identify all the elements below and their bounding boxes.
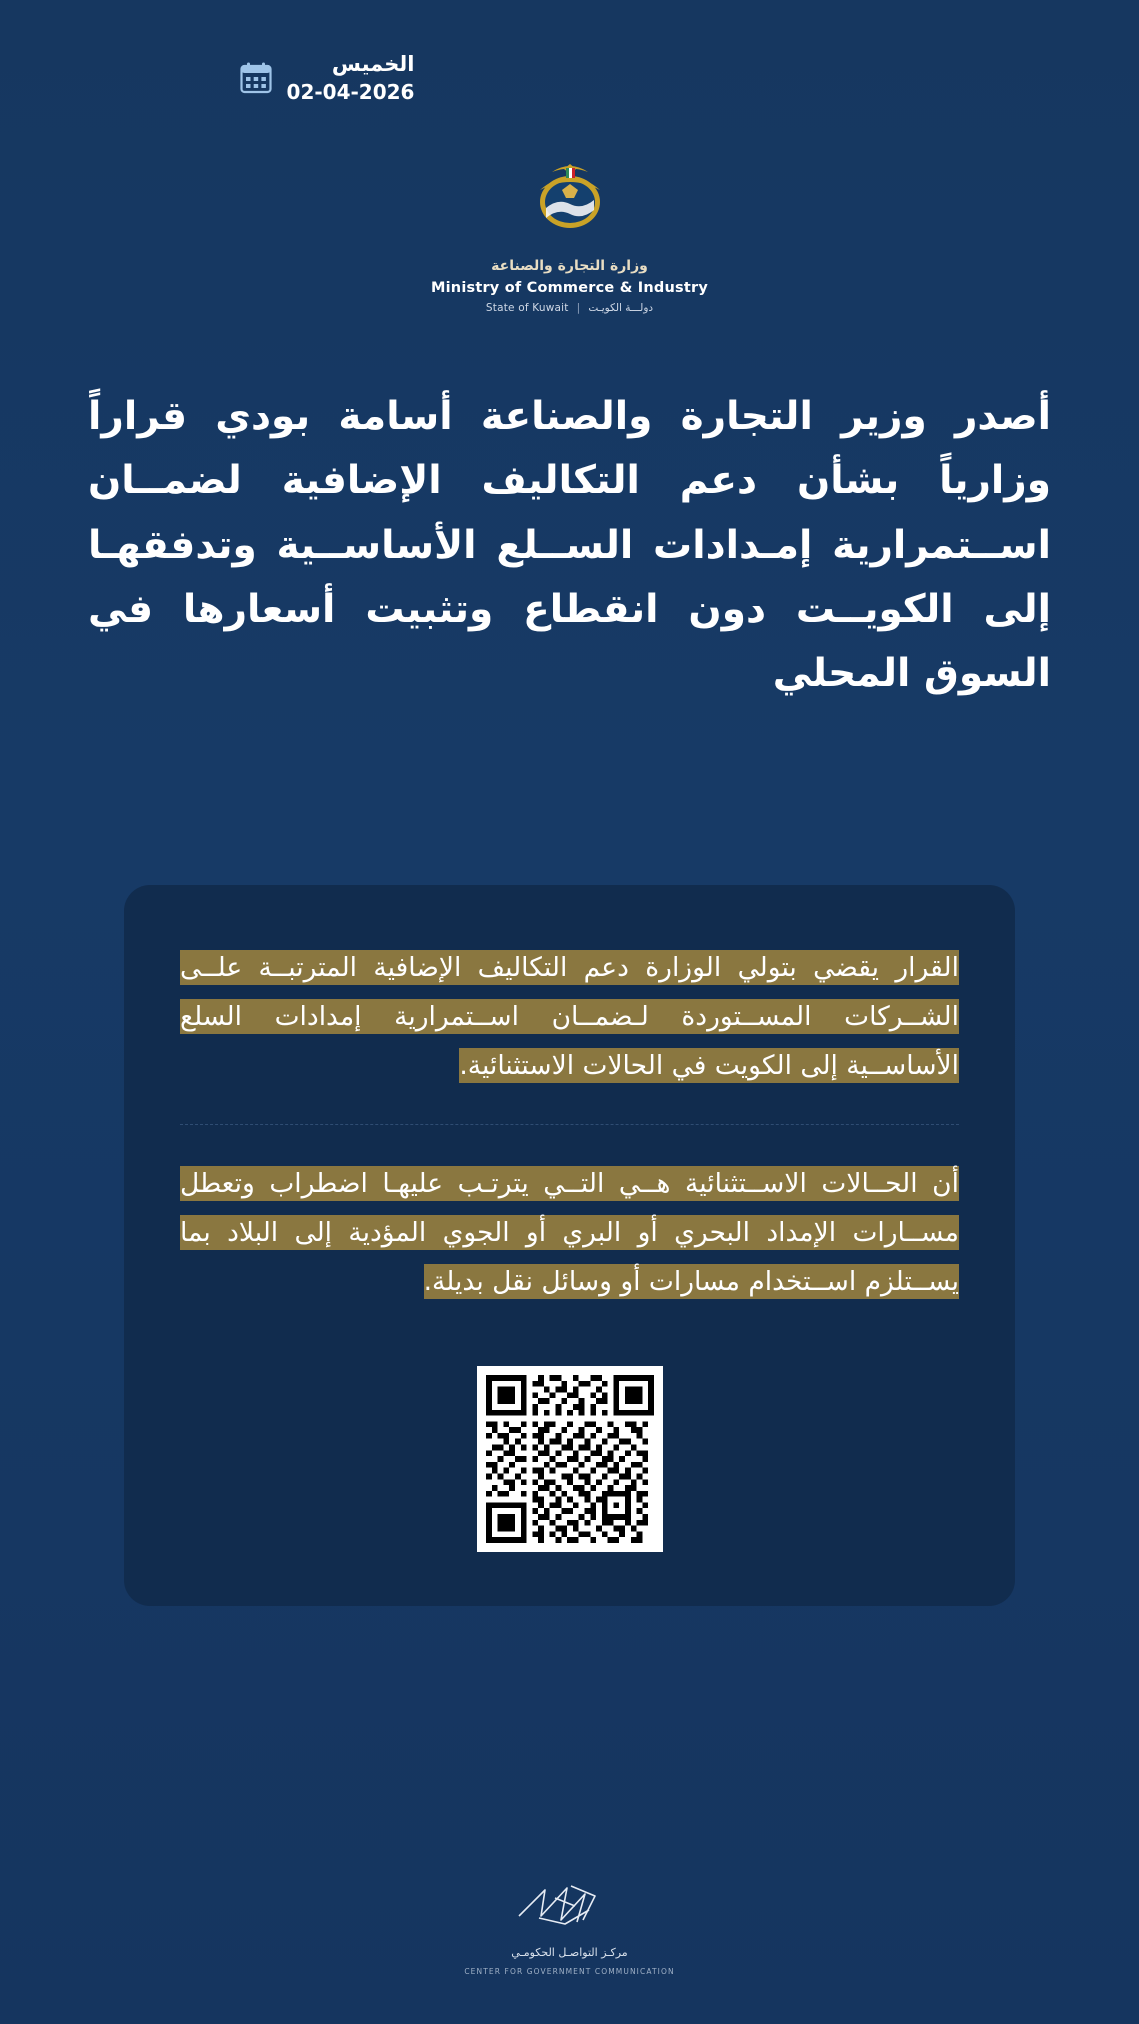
date-day-label: الخميس — [331, 52, 415, 77]
qr-code-icon[interactable] — [477, 1366, 663, 1552]
state-separator: | — [576, 302, 581, 314]
qr-container — [124, 1366, 1015, 1552]
state-arabic: دولـــة الكويـت — [588, 302, 654, 314]
content-card — [124, 885, 1015, 1606]
ministry-identity — [0, 150, 1139, 314]
headline: أصدر وزير التجارة والصناعة أسامة بودي قراراً وزارياً بشأن دعم التكاليف الإضافية لضمــان اســتمرارية إمـدادات الســلع الأساســية وتدفقهـا إلى الكويــت دون انقطاع وتثبيت أسعارها في السوق المحلي — [88, 394, 1051, 697]
date-value: 02-04-2026 — [286, 79, 415, 104]
footer-name-arabic: مركـز التواصـل الحكومـي — [511, 1946, 628, 1959]
paragraph-1 — [124, 943, 1015, 1090]
footer-name-english: CENTER FOR GOVERNMENT COMMUNICATION — [464, 1967, 675, 1976]
state-line — [486, 302, 653, 314]
ministry-name-arabic: وزارة التجارة والصناعة — [491, 258, 648, 274]
paragraph-2-text: أن الحــالات الاســتثنائية هــي التــي يترتـب عليهـا اضطراب وتعطل مســارات الإمداد البحري أو البري أو الجوي المؤدية إلى البلاد بما يســتلزم اســتخدام مسارات أو وسائل نقل بديلة. — [180, 1168, 959, 1298]
calendar-icon — [239, 61, 273, 95]
ministry-name-english: Ministry of Commerce & Industry — [431, 280, 708, 296]
state-english: State of Kuwait — [485, 302, 569, 314]
date-wrap — [0, 50, 1139, 105]
date-texts — [287, 50, 415, 105]
kuwait-state-emblem-icon — [522, 150, 618, 246]
cgc-logo-icon — [511, 1876, 629, 1938]
footer — [0, 1876, 1139, 1976]
card-divider — [180, 1124, 959, 1125]
paragraph-1-text: القرار يقضي بتولي الوزارة دعم التكاليف الإضافية المترتبــة علــى الشــركات المســتوردة لـضمــان اســتمرارية إمدادات السلع الأساســية إلى الكويت في الحالات الاستثنائية. — [180, 952, 959, 1082]
paragraph-2 — [124, 1159, 1015, 1306]
